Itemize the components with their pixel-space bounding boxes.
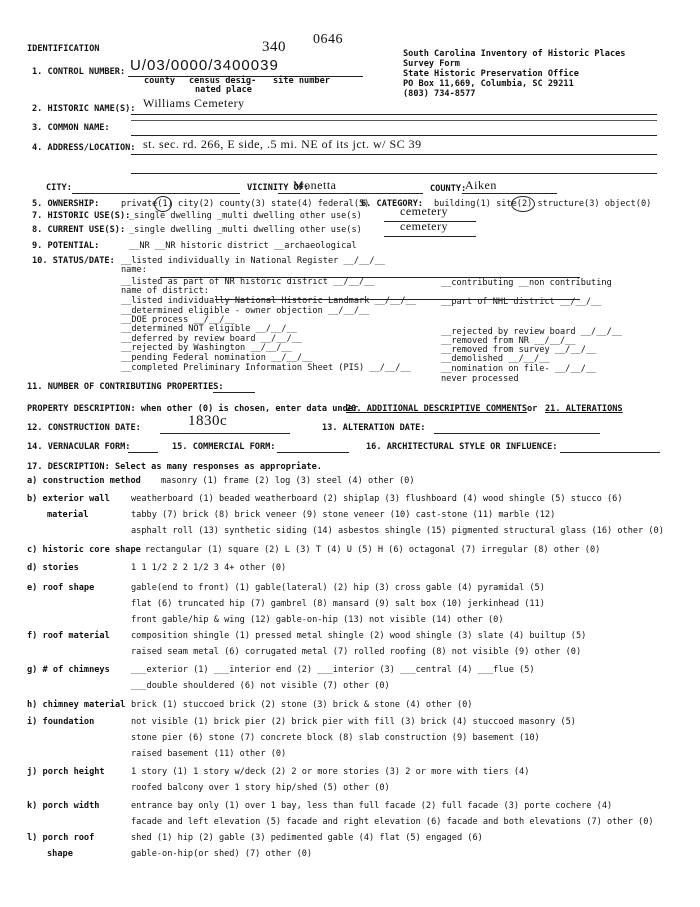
city-line (72, 193, 240, 194)
historic-use-label: 7. HISTORIC USE(S): (32, 211, 131, 221)
status-left-item[interactable]: __determined eligible - owner objection __/__/__ (121, 306, 370, 316)
vernacular-form-label: 14. VERNACULAR FORM: (27, 442, 131, 452)
alteration-date-line (434, 433, 600, 434)
status-left-item[interactable]: __completed Preliminary Information Sheet (PIS) __/__/__ (121, 363, 411, 373)
status-right-item[interactable]: __rejected by review board __/__/__ (441, 327, 623, 337)
status-left-item[interactable]: __listed individually National Historic Landmark __/__/__ (121, 296, 416, 306)
handwritten-number-b: 0646 (313, 32, 343, 47)
control-sub-site: site number (273, 76, 330, 86)
status-right-item: never processed (441, 374, 519, 384)
status-left-item[interactable]: __determined NOT eligible __/__/__ (121, 324, 297, 334)
link-alterations[interactable]: 21. ALTERATIONS (545, 404, 623, 414)
status-right-item[interactable]: __removed from survey __/__/__ (441, 345, 597, 355)
description-options[interactable]: 1 story (1) 1 story w/deck (2) 2 or more stories (3) 2 or more with tiers (4) (131, 767, 530, 777)
description-options[interactable]: weatherboard (1) beaded weatherboard (2) shiplap (3) flushboard (4) wood shingle (5) stucco (6) (131, 494, 623, 504)
status-right-item[interactable]: __nomination on file- __/__/__ (441, 364, 597, 374)
description-options[interactable]: facade and left elevation (5) facade and right elevation (6) facade and both elevations (7) other (0) (131, 817, 654, 827)
status-left-item[interactable]: __DOE process __/__/__ (121, 315, 235, 325)
identification-heading: IDENTIFICATION (27, 44, 100, 54)
ownership-circle-mark (154, 196, 172, 212)
common-name-label: 3. COMMON NAME: (32, 123, 110, 133)
vicinity-label: VICINITY OF: (247, 183, 310, 193)
current-use-label: 8. CURRENT USE(S): (32, 225, 126, 235)
address-label: 4. ADDRESS/LOCATION: (32, 143, 136, 153)
control-sub-census2: nated place (195, 85, 252, 95)
commercial-form-label: 15. COMMERCIAL FORM: (172, 442, 276, 452)
current-use-value[interactable]: cemetery (400, 219, 448, 233)
description-options[interactable]: brick (1) stuccoed brick (2) stone (3) brick & stone (4) other (0) (131, 700, 473, 710)
property-description-note: PROPERTY DESCRIPTION: when other (0) is chosen, enter data under (27, 404, 359, 414)
description-options[interactable]: asphalt roll (13) synthetic siding (14) asbestos shingle (15) pigmented structural glass (16) other (0) (131, 526, 664, 536)
status-left-item[interactable]: __rejected by Washington __/__/__ (121, 343, 292, 353)
contributing-properties-label: 11. NUMBER OF CONTRIBUTING PROPERTIES: (27, 382, 224, 392)
description-options[interactable]: not visible (1) brick pier (2) brick pier with fill (3) brick (4) stuccoed masonry (5) (131, 717, 576, 727)
org-line-2: Survey Form (403, 59, 460, 69)
description-options[interactable]: stone pier (6) stone (7) concrete block (8) slab construction (9) basement (10) (131, 733, 540, 743)
city-label: CITY: (46, 183, 72, 193)
status-left-item[interactable]: __deferred by review board __/__/__ (121, 334, 303, 344)
current-use-line (384, 236, 476, 237)
historic-use-value[interactable]: cemetery (400, 204, 448, 218)
description-key: g) # of chimneys (27, 665, 110, 675)
description-options[interactable]: rectangular (1) square (2) L (3) T (4) U (5) H (6) octagonal (7) irregular (8) other (0) (145, 545, 601, 555)
description-heading: 17. DESCRIPTION: Select as many responses as appropriate. (27, 462, 322, 472)
alteration-date-label: 13. ALTERATION DATE: (322, 423, 426, 433)
address-line (131, 154, 657, 155)
common-name-line (131, 135, 657, 136)
category-circle-mark (511, 196, 535, 212)
ownership-label: 5. OWNERSHIP: (32, 199, 100, 209)
vernacular-form-line (128, 452, 158, 453)
status-left-item[interactable]: name: (121, 265, 147, 275)
historic-names-line (131, 114, 657, 115)
org-line-1: South Carolina Inventory of Historic Places (403, 49, 626, 59)
description-options[interactable]: front gable/hip & wing (12) gable-on-hip (13) not visible (14) other (0) (131, 615, 504, 625)
description-options[interactable]: tabby (7) brick (8) brick veneer (9) stone veneer (10) cast-stone (11) marble (12) (131, 510, 556, 520)
description-key: j) porch height (27, 767, 105, 777)
status-right-item[interactable]: __removed from NR __/__/__ (441, 336, 576, 346)
description-options[interactable]: ___double shouldered (6) not visible (7) other (0) (131, 681, 390, 691)
handwritten-number-a: 340 (262, 39, 286, 55)
status-right-item[interactable]: __demolished __/__/__ (441, 354, 550, 364)
description-key: h) chimney material (27, 700, 126, 710)
historic-names-line-2 (131, 120, 657, 121)
construction-date-line (160, 433, 290, 434)
potential-options[interactable]: __NR __NR historic district __archaeological (129, 241, 357, 251)
description-key: f) roof material (27, 631, 110, 641)
status-left-item[interactable]: name of district: (121, 286, 209, 296)
description-options[interactable]: 1 1 1/2 2 2 1/2 3 4+ other (0) (131, 563, 287, 573)
description-options[interactable]: masonry (1) frame (2) log (3) steel (4) other (0) (161, 476, 415, 486)
county-label: COUNTY: (430, 184, 467, 194)
category-label: 6. CATEGORY: (361, 199, 424, 209)
status-left-item[interactable]: __pending Federal nomination __/__/__ (121, 353, 313, 363)
current-use-options[interactable]: _single dwelling _multi dwelling other use(s) (129, 225, 362, 235)
contributing-properties-line (213, 392, 255, 393)
status-label: 10. STATUS/DATE: (32, 256, 115, 266)
construction-date-label: 12. CONSTRUCTION DATE: (27, 423, 141, 433)
control-sub-county: county (144, 76, 176, 86)
description-options[interactable]: entrance bay only (1) over 1 bay, less than full facade (2) full facade (3) porte cochere (4) (131, 801, 613, 811)
status-left-item[interactable]: __listed as part of NR historic district __/__/__ (121, 277, 375, 287)
county-value[interactable]: Aiken (465, 178, 497, 192)
status-name-line (160, 277, 580, 278)
description-key: i) foundation (27, 717, 95, 727)
description-key: e) roof shape (27, 583, 95, 593)
status-district-line (215, 299, 580, 300)
description-key: a) construction method (27, 476, 141, 486)
architectural-style-line (560, 452, 660, 453)
description-key: d) stories (27, 563, 79, 573)
org-line-4: PO Box 11,669, Columbia, SC 29211 (403, 79, 574, 89)
description-options[interactable]: shed (1) hip (2) gable (3) pedimented gable (4) flat (5) engaged (6) (131, 833, 483, 843)
description-key: k) porch width (27, 801, 100, 811)
description-options[interactable]: composition shingle (1) pressed metal shingle (2) wood shingle (3) slate (4) builtup (5) (131, 631, 587, 641)
construction-date-value[interactable]: 1830c (188, 413, 228, 429)
description-key: l) porch roof (27, 833, 95, 843)
historic-names-value[interactable]: Williams Cemetery (143, 96, 245, 110)
control-sub-census: census desig- (189, 76, 257, 86)
architectural-style-label: 16. ARCHITECTURAL STYLE OR INFLUENCE: (366, 442, 558, 452)
link-additional-comments[interactable]: 20. ADDITIONAL DESCRIPTIVE COMMENTS (346, 404, 528, 414)
commercial-form-line (277, 452, 349, 453)
ownership-options[interactable]: private(1) city(2) county(3) state(4) federal(5) (121, 199, 370, 209)
description-key: b) exterior wall (27, 494, 110, 504)
description-options[interactable]: raised seam metal (6) corrugated metal (7) rolled roofing (8) not visible (9) other (0) (131, 647, 582, 657)
category-options[interactable]: building(1) site(2) structure(3) object(0) (434, 199, 652, 209)
org-line-3: State Historic Preservation Office (403, 69, 579, 79)
description-key-continued: shape (47, 849, 73, 859)
potential-label: 9. POTENTIAL: (32, 241, 100, 251)
description-options[interactable]: flat (6) truncated hip (7) gambrel (8) mansard (9) salt box (10) jerkinhead (11) (131, 599, 545, 609)
description-key: c) historic core shape (27, 545, 141, 555)
description-options[interactable]: roofed balcony over 1 story hip/shed (5) other (0) (131, 783, 390, 793)
historic-names-label: 2. HISTORIC NAME(S): (32, 104, 136, 114)
address-line-2 (131, 173, 657, 174)
historic-use-options[interactable]: _single dwelling _multi dwelling other use(s) (129, 211, 362, 221)
description-key-continued: material (47, 510, 89, 520)
vicinity-value[interactable]: Monetta (293, 178, 337, 192)
status-right-item[interactable]: __contributing __non contributing (441, 278, 612, 288)
address-value[interactable]: st. sec. rd. 266, E side, .5 mi. NE of its jct. w/ SC 39 (143, 137, 422, 151)
vicinity-line (278, 193, 423, 194)
control-number-label: 1. CONTROL NUMBER: (32, 67, 126, 77)
property-description-or: or (527, 404, 538, 414)
description-options[interactable]: raised basement (11) other (0) (131, 749, 287, 759)
control-number-value[interactable]: U/03/0000/3400039 (130, 57, 279, 74)
description-options[interactable]: gable(end to front) (1) gable(lateral) (2) hip (3) cross gable (4) pyramidal (5) (131, 583, 545, 593)
description-options[interactable]: ___exterior (1) ___interior end (2) ___interior (3) ___central (4) ___flue (5) (131, 665, 535, 675)
description-options[interactable]: gable-on-hip(or shed) (7) other (0) (131, 849, 313, 859)
status-left-item[interactable]: __listed individually in National Register __/__/__ (121, 256, 385, 266)
org-line-5: (803) 734-8577 (403, 89, 476, 99)
status-right-item[interactable]: __part of NHL district __/__/__ (441, 297, 602, 307)
county-line (462, 193, 557, 194)
